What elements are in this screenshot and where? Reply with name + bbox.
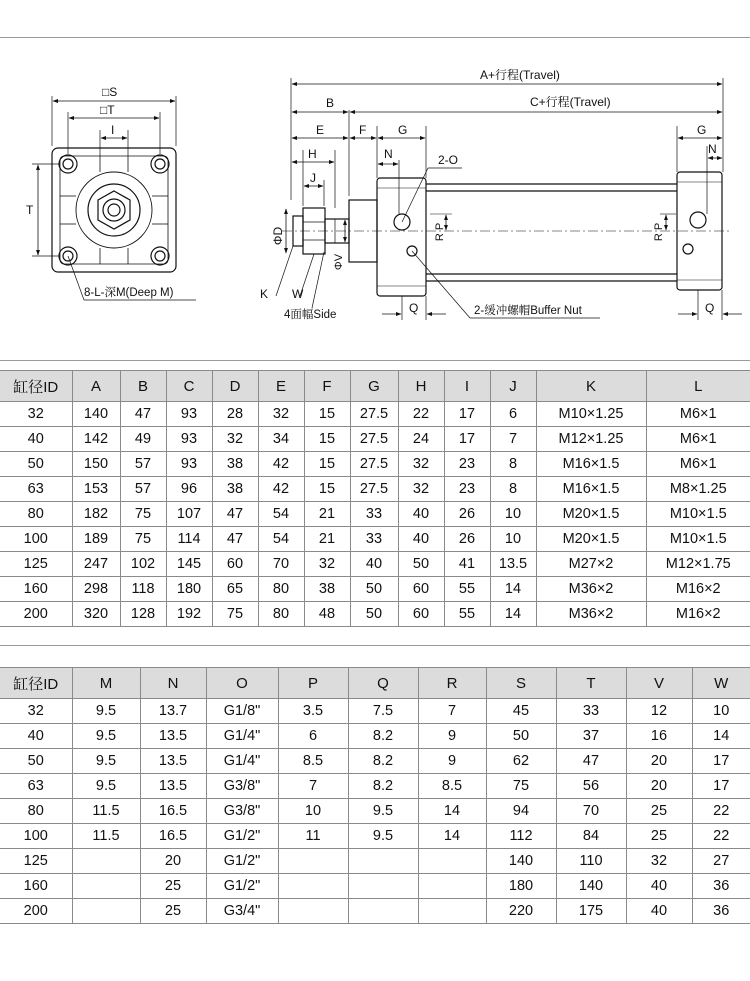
dim-w: W [292, 287, 304, 301]
value-cell: 93 [166, 402, 212, 427]
value-cell: 8.2 [348, 749, 418, 774]
value-cell: 114 [166, 527, 212, 552]
value-cell: 40 [398, 527, 444, 552]
value-cell [278, 899, 348, 924]
bore-id-cell: 40 [0, 724, 72, 749]
value-cell [348, 849, 418, 874]
value-cell: 145 [166, 552, 212, 577]
value-cell: 33 [350, 527, 398, 552]
value-cell: G1/2" [206, 849, 278, 874]
value-cell: 14 [418, 799, 486, 824]
dim-q-right: Q [705, 301, 715, 315]
value-cell: 110 [556, 849, 626, 874]
value-cell: 27.5 [350, 477, 398, 502]
value-cell [72, 849, 140, 874]
value-cell: 15 [304, 477, 350, 502]
value-cell: G3/8" [206, 774, 278, 799]
value-cell: 25 [626, 799, 692, 824]
table-2-body [0, 699, 750, 924]
value-cell: 13.5 [490, 552, 536, 577]
dim-n-left: N [384, 147, 393, 161]
value-cell: 54 [258, 502, 304, 527]
value-cell: 70 [258, 552, 304, 577]
value-cell: 26 [444, 502, 490, 527]
value-cell: 14 [490, 602, 536, 627]
value-cell: G1/2" [206, 824, 278, 849]
value-cell: 75 [120, 527, 166, 552]
dim-q-left: Q [409, 301, 419, 315]
dimension-table-1 [0, 370, 750, 627]
value-cell: 182 [72, 502, 120, 527]
value-cell: 32 [398, 477, 444, 502]
value-cell: 32 [212, 427, 258, 452]
table-row [0, 774, 750, 799]
value-cell: M16×2 [646, 602, 750, 627]
value-cell: 33 [350, 502, 398, 527]
table-row [0, 452, 750, 477]
value-cell: M12×1.25 [536, 427, 646, 452]
col-header-j: J [490, 371, 536, 402]
value-cell [348, 899, 418, 924]
value-cell: 8 [490, 477, 536, 502]
value-cell: M10×1.5 [646, 527, 750, 552]
value-cell: 45 [486, 699, 556, 724]
bore-id-cell: 125 [0, 552, 72, 577]
value-cell: M10×1.25 [536, 402, 646, 427]
value-cell: 13.5 [140, 724, 206, 749]
table-row [0, 427, 750, 452]
value-cell: 28 [212, 402, 258, 427]
bore-id-cell: 160 [0, 874, 72, 899]
value-cell: 20 [626, 749, 692, 774]
value-cell: 15 [304, 427, 350, 452]
col-header-r: R [418, 668, 486, 699]
value-cell: 150 [72, 452, 120, 477]
value-cell: 93 [166, 427, 212, 452]
value-cell: 32 [626, 849, 692, 874]
value-cell: 80 [258, 577, 304, 602]
value-cell: 50 [350, 602, 398, 627]
cylinder-dimension-drawing [0, 0, 750, 340]
value-cell: 8.5 [418, 774, 486, 799]
value-cell: 9.5 [72, 699, 140, 724]
value-cell: 9 [418, 749, 486, 774]
value-cell: 3.5 [278, 699, 348, 724]
value-cell: 7.5 [348, 699, 418, 724]
value-cell: 128 [120, 602, 166, 627]
col-header-l: L [646, 371, 750, 402]
bore-id-cell: 32 [0, 402, 72, 427]
buffer-nut-note: 2-缓冲螺帽Buffer Nut [474, 305, 582, 317]
table-row [0, 849, 750, 874]
col-header-bore-id: 缸径ID [0, 371, 72, 402]
bore-id-cell: 63 [0, 477, 72, 502]
value-cell: M8×1.25 [646, 477, 750, 502]
value-cell: 36 [692, 899, 750, 924]
dim-b: B [326, 96, 335, 110]
value-cell: 75 [486, 774, 556, 799]
value-cell [72, 899, 140, 924]
value-cell: 40 [398, 502, 444, 527]
value-cell: 320 [72, 602, 120, 627]
mid-divider-1 [0, 360, 750, 361]
dim-i: I [111, 123, 115, 137]
table-row [0, 527, 750, 552]
value-cell [418, 849, 486, 874]
value-cell: 50 [398, 552, 444, 577]
dim-rp-right: R P [653, 222, 665, 242]
dim-k: K [260, 287, 269, 301]
value-cell [278, 849, 348, 874]
dim-c-travel: C+行程(Travel) [530, 95, 611, 109]
value-cell: 22 [692, 799, 750, 824]
dimension-table-2 [0, 667, 750, 924]
value-cell: 11.5 [72, 824, 140, 849]
value-cell: M6×1 [646, 452, 750, 477]
value-cell: 32 [304, 552, 350, 577]
value-cell: 189 [72, 527, 120, 552]
value-cell: 9.5 [72, 749, 140, 774]
col-header-o: O [206, 668, 278, 699]
value-cell: 9.5 [348, 799, 418, 824]
value-cell: 65 [212, 577, 258, 602]
value-cell [72, 874, 140, 899]
value-cell: G1/4" [206, 724, 278, 749]
value-cell: M6×1 [646, 402, 750, 427]
value-cell: 57 [120, 477, 166, 502]
value-cell: 38 [304, 577, 350, 602]
value-cell: 11.5 [72, 799, 140, 824]
value-cell: 37 [556, 724, 626, 749]
value-cell: 13.5 [140, 774, 206, 799]
value-cell: 12 [626, 699, 692, 724]
value-cell: 24 [398, 427, 444, 452]
value-cell: G3/4" [206, 899, 278, 924]
dim-square-s: □S [102, 85, 118, 99]
value-cell: 9.5 [72, 774, 140, 799]
value-cell: 140 [486, 849, 556, 874]
value-cell: 47 [212, 527, 258, 552]
value-cell: M20×1.5 [536, 502, 646, 527]
col-header-q: Q [348, 668, 418, 699]
value-cell: 60 [398, 602, 444, 627]
dim-square-t: □T [100, 103, 115, 117]
value-cell: 175 [556, 899, 626, 924]
bore-id-cell: 100 [0, 527, 72, 552]
value-cell [348, 874, 418, 899]
value-cell: 54 [258, 527, 304, 552]
value-cell: 38 [212, 477, 258, 502]
col-header-e: E [258, 371, 304, 402]
value-cell: 32 [398, 452, 444, 477]
table-row [0, 724, 750, 749]
value-cell: 60 [398, 577, 444, 602]
value-cell [278, 874, 348, 899]
value-cell: 50 [350, 577, 398, 602]
bore-id-cell: 160 [0, 577, 72, 602]
value-cell: M36×2 [536, 577, 646, 602]
value-cell: M16×1.5 [536, 477, 646, 502]
dim-g-right: G [697, 123, 707, 137]
value-cell: 140 [72, 402, 120, 427]
value-cell: 220 [486, 899, 556, 924]
value-cell: 21 [304, 527, 350, 552]
value-cell: 93 [166, 452, 212, 477]
bore-id-cell: 80 [0, 502, 72, 527]
value-cell: 180 [166, 577, 212, 602]
value-cell: 41 [444, 552, 490, 577]
value-cell: 9.5 [72, 724, 140, 749]
dim-v: ΦV [333, 253, 345, 271]
value-cell: 10 [692, 699, 750, 724]
value-cell: 94 [486, 799, 556, 824]
value-cell: 17 [692, 774, 750, 799]
value-cell: 26 [444, 527, 490, 552]
port-count: 2-O [438, 153, 459, 167]
col-header-i: I [444, 371, 490, 402]
value-cell: M10×1.5 [646, 502, 750, 527]
value-cell: 8.2 [348, 774, 418, 799]
col-header-bore-id: 缸径ID [0, 668, 72, 699]
value-cell: 102 [120, 552, 166, 577]
value-cell: 13.5 [140, 749, 206, 774]
dim-t-left: T [26, 203, 34, 217]
value-cell: 298 [72, 577, 120, 602]
value-cell: 20 [626, 774, 692, 799]
value-cell: 48 [304, 602, 350, 627]
value-cell: G1/2" [206, 874, 278, 899]
value-cell: 60 [212, 552, 258, 577]
table-row [0, 799, 750, 824]
value-cell: 47 [120, 402, 166, 427]
value-cell: 57 [120, 452, 166, 477]
table-2-header-row [0, 668, 750, 699]
value-cell: 16.5 [140, 824, 206, 849]
value-cell: 80 [258, 602, 304, 627]
value-cell: 20 [140, 849, 206, 874]
dim-a-travel: A+行程(Travel) [480, 68, 560, 82]
value-cell: 36 [692, 874, 750, 899]
value-cell: 27.5 [350, 452, 398, 477]
col-header-n: N [140, 668, 206, 699]
table-1-body [0, 402, 750, 627]
bore-id-cell: 32 [0, 699, 72, 724]
col-header-p: P [278, 668, 348, 699]
bore-id-cell: 50 [0, 749, 72, 774]
col-header-t: T [556, 668, 626, 699]
table-row [0, 477, 750, 502]
value-cell: 10 [490, 527, 536, 552]
value-cell: 55 [444, 577, 490, 602]
value-cell: 180 [486, 874, 556, 899]
value-cell: 40 [626, 899, 692, 924]
value-cell [418, 899, 486, 924]
value-cell: 14 [692, 724, 750, 749]
value-cell: 25 [140, 874, 206, 899]
table-row [0, 699, 750, 724]
value-cell: 25 [140, 899, 206, 924]
value-cell [418, 874, 486, 899]
value-cell: 16.5 [140, 799, 206, 824]
value-cell: 34 [258, 427, 304, 452]
dim-n-right: N [708, 142, 717, 156]
value-cell: 96 [166, 477, 212, 502]
table-row [0, 502, 750, 527]
table-row [0, 577, 750, 602]
value-cell: 7 [278, 774, 348, 799]
table-row [0, 552, 750, 577]
value-cell: 70 [556, 799, 626, 824]
value-cell: 118 [120, 577, 166, 602]
col-header-g: G [350, 371, 398, 402]
value-cell: 49 [120, 427, 166, 452]
value-cell: M36×2 [536, 602, 646, 627]
value-cell: 13.7 [140, 699, 206, 724]
value-cell: 23 [444, 477, 490, 502]
value-cell: 75 [120, 502, 166, 527]
value-cell: 32 [258, 402, 304, 427]
table-row [0, 749, 750, 774]
value-cell: M16×2 [646, 577, 750, 602]
value-cell: 23 [444, 452, 490, 477]
value-cell: 112 [486, 824, 556, 849]
value-cell: 14 [490, 577, 536, 602]
value-cell: 27.5 [350, 427, 398, 452]
table-row [0, 824, 750, 849]
value-cell: 25 [626, 824, 692, 849]
col-header-k: K [536, 371, 646, 402]
value-cell: 10 [278, 799, 348, 824]
value-cell: 192 [166, 602, 212, 627]
value-cell: 56 [556, 774, 626, 799]
table-row [0, 402, 750, 427]
value-cell: 40 [626, 874, 692, 899]
value-cell: 7 [418, 699, 486, 724]
dim-g-left: G [398, 123, 408, 137]
value-cell: 17 [444, 402, 490, 427]
value-cell: 40 [350, 552, 398, 577]
dim-h: H [308, 147, 317, 161]
col-header-a: A [72, 371, 120, 402]
side-label: 4面幅Side [284, 309, 337, 321]
value-cell: 47 [556, 749, 626, 774]
value-cell: 50 [486, 724, 556, 749]
value-cell: 15 [304, 452, 350, 477]
value-cell: 75 [212, 602, 258, 627]
value-cell: 11 [278, 824, 348, 849]
col-header-h: H [398, 371, 444, 402]
value-cell: M6×1 [646, 427, 750, 452]
mid-divider-2 [0, 645, 750, 646]
value-cell: 7 [490, 427, 536, 452]
value-cell: G3/8" [206, 799, 278, 824]
dim-rp-left: R P [434, 222, 446, 242]
value-cell: 22 [692, 824, 750, 849]
value-cell: 47 [212, 502, 258, 527]
value-cell: M12×1.75 [646, 552, 750, 577]
col-header-s: S [486, 668, 556, 699]
value-cell: G1/8" [206, 699, 278, 724]
col-header-w: W [692, 668, 750, 699]
value-cell: 8.5 [278, 749, 348, 774]
value-cell: M16×1.5 [536, 452, 646, 477]
value-cell: 17 [692, 749, 750, 774]
value-cell: 38 [212, 452, 258, 477]
dim-f: F [359, 123, 367, 137]
bore-id-cell: 50 [0, 452, 72, 477]
value-cell: 6 [490, 402, 536, 427]
value-cell: 9.5 [348, 824, 418, 849]
value-cell: 153 [72, 477, 120, 502]
bore-id-cell: 80 [0, 799, 72, 824]
table-row [0, 602, 750, 627]
bore-id-cell: 63 [0, 774, 72, 799]
value-cell: 17 [444, 427, 490, 452]
value-cell: 142 [72, 427, 120, 452]
value-cell: 21 [304, 502, 350, 527]
value-cell: 16 [626, 724, 692, 749]
col-header-c: C [166, 371, 212, 402]
value-cell: 6 [278, 724, 348, 749]
value-cell: 84 [556, 824, 626, 849]
table-row [0, 899, 750, 924]
value-cell: 15 [304, 402, 350, 427]
col-header-m: M [72, 668, 140, 699]
table-1-header-row [0, 371, 750, 402]
col-header-b: B [120, 371, 166, 402]
thread-note: 8-L-深M(Deep M) [84, 287, 174, 299]
value-cell: 247 [72, 552, 120, 577]
value-cell: 8 [490, 452, 536, 477]
value-cell: 140 [556, 874, 626, 899]
value-cell: 107 [166, 502, 212, 527]
bore-id-cell: 100 [0, 824, 72, 849]
value-cell: 62 [486, 749, 556, 774]
dim-e: E [316, 123, 325, 137]
dim-d: ΦD [271, 226, 285, 246]
table-row [0, 874, 750, 899]
value-cell: 22 [398, 402, 444, 427]
value-cell: 55 [444, 602, 490, 627]
col-header-v: V [626, 668, 692, 699]
value-cell: M20×1.5 [536, 527, 646, 552]
side-view [276, 78, 742, 320]
value-cell: 27 [692, 849, 750, 874]
value-cell: G1/4" [206, 749, 278, 774]
bore-id-cell: 125 [0, 849, 72, 874]
bore-id-cell: 40 [0, 427, 72, 452]
value-cell: 42 [258, 452, 304, 477]
value-cell: 10 [490, 502, 536, 527]
value-cell: 42 [258, 477, 304, 502]
value-cell: M27×2 [536, 552, 646, 577]
value-cell: 8.2 [348, 724, 418, 749]
value-cell: 33 [556, 699, 626, 724]
value-cell: 9 [418, 724, 486, 749]
bore-id-cell: 200 [0, 602, 72, 627]
value-cell: 14 [418, 824, 486, 849]
value-cell: 27.5 [350, 402, 398, 427]
col-header-f: F [304, 371, 350, 402]
dim-j: J [310, 171, 316, 185]
bore-id-cell: 200 [0, 899, 72, 924]
col-header-d: D [212, 371, 258, 402]
